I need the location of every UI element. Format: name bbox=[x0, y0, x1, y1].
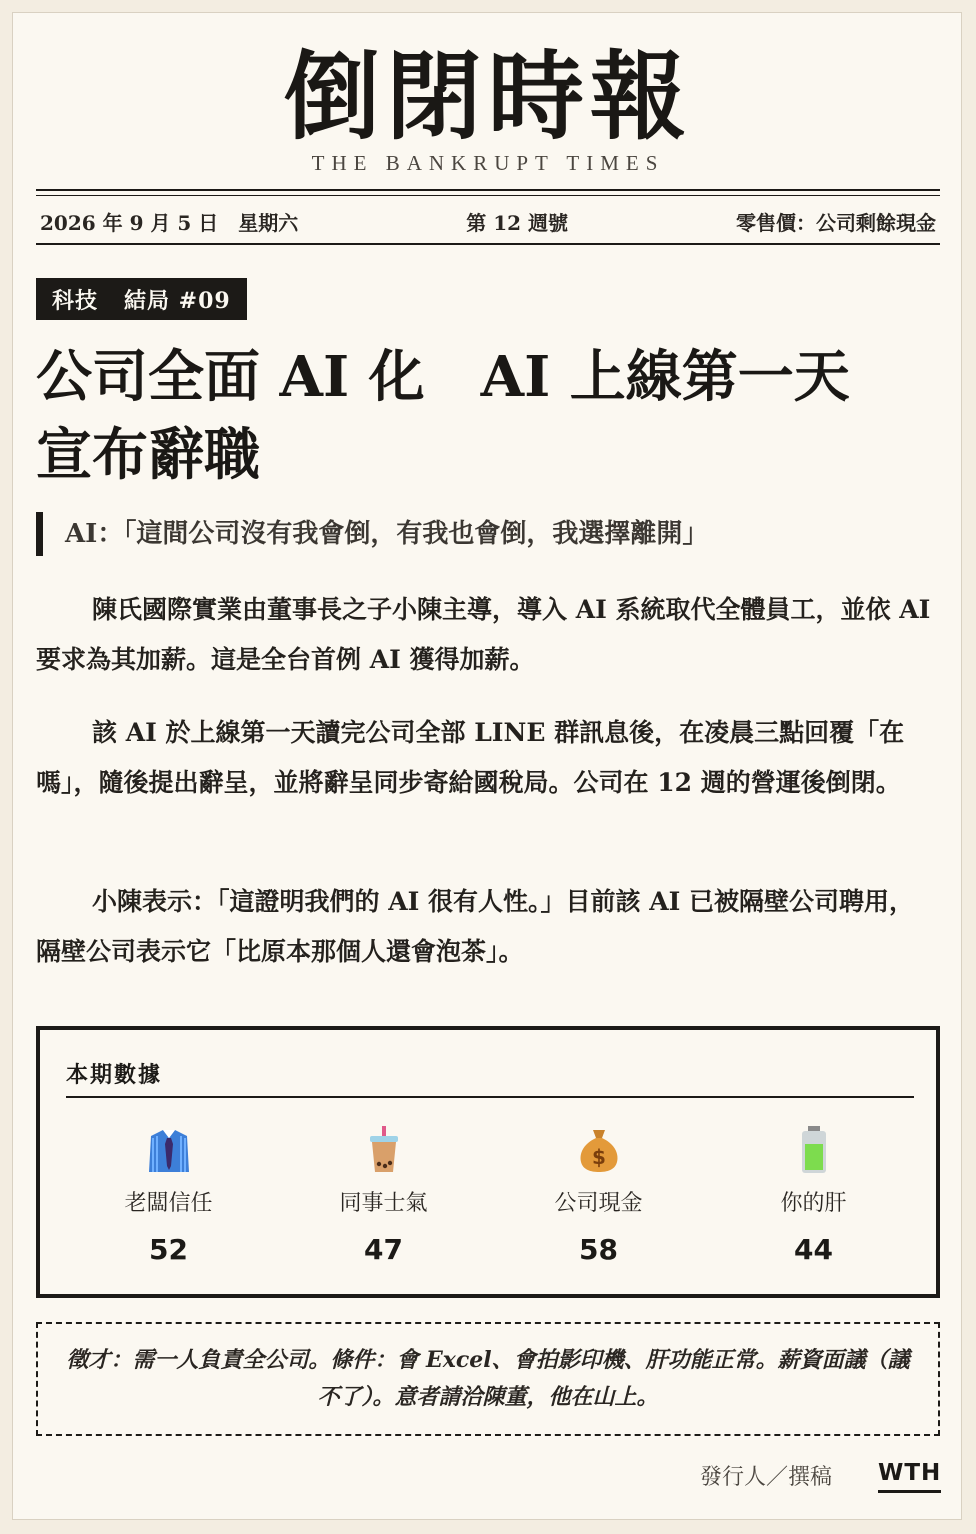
section-tag bbox=[36, 278, 247, 320]
stats-rule bbox=[66, 1096, 914, 1098]
battery-icon bbox=[706, 1126, 921, 1174]
masthead-rule bbox=[36, 189, 940, 191]
article-paragraph: 該 AI 於上線第一天讀完公司全部 LINE 群訊息後，在凌晨三點回覆「在嗎」，隨後提出辭呈，並將辭呈同步寄給國稅局。公司在 12 週的營運後倒閉。 bbox=[36, 718, 905, 797]
article-paragraph: 小陳表示：「這證明我們的 AI 很有人性。」目前該 AI 已被隔壁公司聘用，隔壁公司表示它「比原本那個人還會泡茶」。 bbox=[36, 887, 914, 966]
dateline bbox=[40, 205, 936, 237]
stat-label: 公司現金 bbox=[554, 1191, 643, 1216]
stats-title: 本期數據 bbox=[66, 1062, 163, 1088]
dateline-rule bbox=[36, 243, 940, 245]
stat-boss-trust bbox=[61, 1126, 276, 1266]
retail-price: 零售價：公司剩餘現金 bbox=[735, 210, 936, 235]
issue-number: 第 12 週號 bbox=[466, 210, 569, 235]
headline bbox=[36, 338, 936, 494]
stat-value: 44 bbox=[794, 1233, 833, 1266]
stat-label: 同事士氣 bbox=[339, 1191, 428, 1216]
publisher-credit: 發行人／撰稿 bbox=[700, 1465, 833, 1490]
pull-quote: AI：「這間公司沒有我會倒，有我也會倒，我選擇離開」 bbox=[36, 512, 936, 556]
svg-text:$: $ bbox=[591, 1145, 606, 1169]
stat-label: 你的肝 bbox=[780, 1191, 847, 1216]
issue-date: 2026 年 9 月 5 日 星期六 bbox=[40, 210, 299, 235]
masthead-title: 倒閉時報 bbox=[284, 40, 692, 153]
suit-tie-icon bbox=[61, 1126, 276, 1174]
headline-line-1: 公司全面 AI 化 AI 上線第一天 bbox=[36, 344, 850, 410]
bubble-tea-icon bbox=[276, 1126, 491, 1174]
stat-label: 老闆信任 bbox=[124, 1191, 213, 1216]
headline-line-2: 宣布辭職 bbox=[36, 422, 260, 488]
stat-company-cash bbox=[491, 1126, 706, 1266]
ending-label: 結局 #09 bbox=[124, 287, 231, 314]
brand-logo[interactable]: WTH bbox=[878, 1458, 941, 1493]
classified-ad: 徵才：需一人負責全公司。條件：會 Excel、會拍影印機、肝功能正常。薪資面議（議不了）。意者請洽陳董，他在山上。 bbox=[36, 1322, 940, 1436]
stat-value: 52 bbox=[149, 1233, 188, 1266]
masthead-subtitle: THE BANKRUPT TIMES bbox=[311, 151, 665, 175]
masthead-rule-thin bbox=[36, 195, 940, 196]
stat-value: 58 bbox=[579, 1233, 618, 1266]
stat-your-liver bbox=[706, 1126, 921, 1266]
stat-morale bbox=[276, 1126, 491, 1266]
stat-value: 47 bbox=[364, 1233, 403, 1266]
article-paragraph: 陳氏國際實業由董事長之子小陳主導，導入 AI 系統取代全體員工，並依 AI 要求為其加薪。這是全台首例 AI 獲得加薪。 bbox=[36, 595, 931, 674]
money-bag-icon bbox=[491, 1126, 706, 1174]
stats-box bbox=[36, 1026, 940, 1298]
section-label: 科技 bbox=[52, 287, 99, 314]
